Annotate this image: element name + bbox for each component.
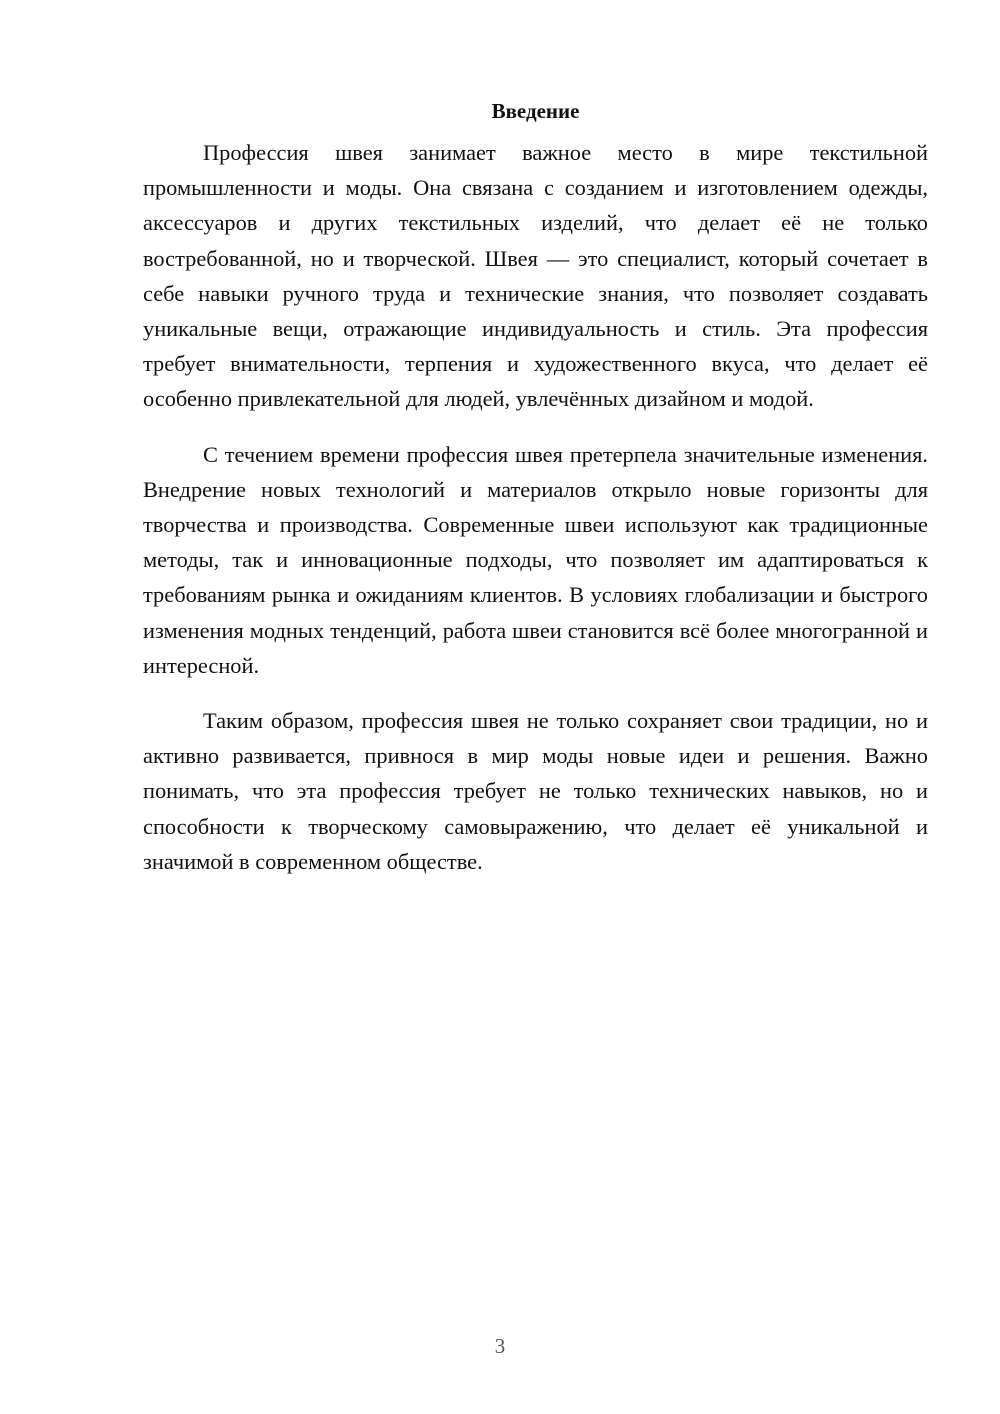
paragraph-2: С течением времени профессия швея претерпела значительные изменения. Внедрение новых технологий и материалов открыло новые горизонты для творчества и производства. Современные швеи используют как традиционные методы, так и инновационные подходы, что позволяет им адаптироваться к требованиям рынка и ожиданиям клиентов. В условиях глобализации и быстрого изменения модных тенденций, работа швеи становится всё более многогранной и интересной.	[143, 441, 928, 678]
paragraph-1: Профессия швея занимает важное место в мире текстильной промышленности и моды. Она связана с созданием и изготовлением одежды, аксессуаров и других текстильных изделий, что делает её не только востребованной, но и творческой. Швея — это специалист, который сочетает в себе навыки ручного труда и технические знания, что позволяет создавать уникальные вещи, отражающие индивидуальность и стиль. Эта профессия требует внимательности, терпения и художественного вкуса, что делает её особенно привлекательной для людей, увлечённых дизайном и модой.	[143, 140, 928, 412]
page-number: 3	[494, 1334, 506, 1358]
paragraph-3: Таким образом, профессия швея не только сохраняет свои традиции, но и активно развивается, привнося в мир моды новые идеи и решения. Важно понимать, что эта профессия требует не только технических навыков, но и способности к творческому самовыражению, что делает её уникальной и значимой в современном обществе.	[143, 708, 928, 874]
section-heading: Введение	[491, 99, 580, 123]
page-content	[143, 97, 928, 899]
